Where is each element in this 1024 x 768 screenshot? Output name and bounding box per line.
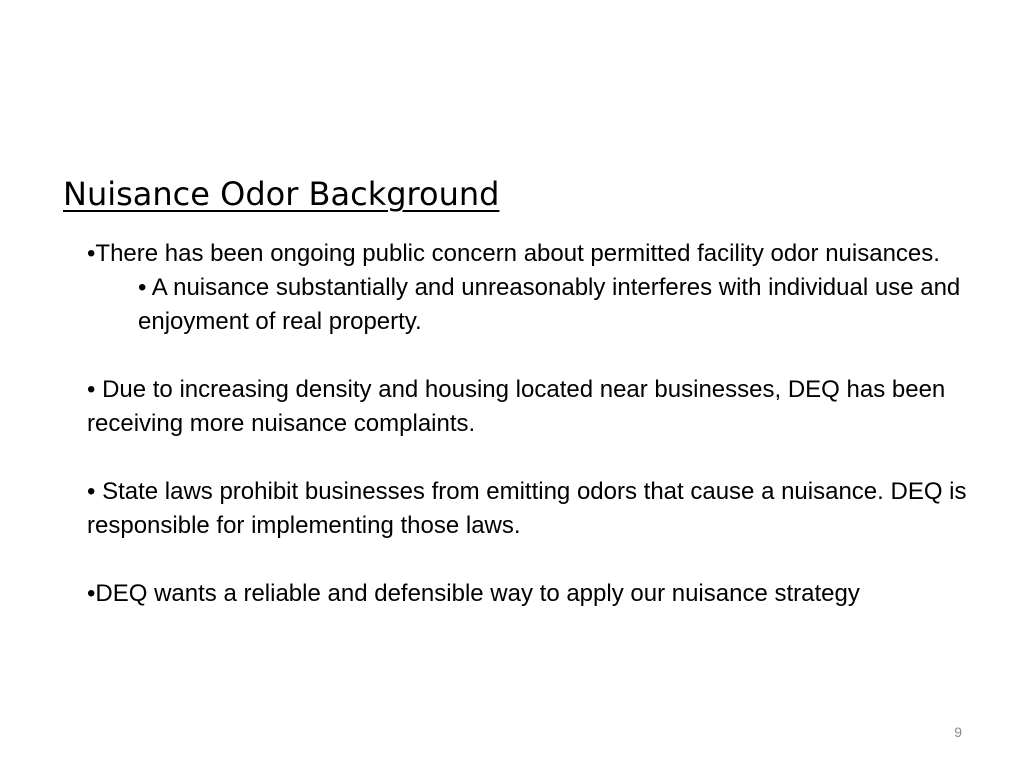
bullet-public-concern: •There has been ongoing public concern about permitted facility odor nuisances. [87, 240, 940, 267]
page-number: 9 [954, 724, 962, 740]
sub-bullet-nuisance-definition: • A nuisance substantially and unreasonably interferes with individual use and enjoyment of real property. [138, 274, 961, 335]
paragraph-spacer [87, 441, 967, 475]
bullet-deq-strategy: •DEQ wants a reliable and defensible way to apply our nuisance strategy [87, 580, 860, 607]
paragraph-spacer [87, 543, 967, 577]
slide-body [87, 237, 967, 611]
bullet-state-laws: • State laws prohibit businesses from emitting odors that cause a nuisance. DEQ is responsible for implementing those laws. [87, 478, 967, 539]
bullet-increasing-density: • Due to increasing density and housing located near businesses, DEQ has been receiving more nuisance complaints. [87, 376, 946, 437]
paragraph-spacer [87, 339, 967, 373]
slide-title: Nuisance Odor Background [63, 175, 500, 213]
